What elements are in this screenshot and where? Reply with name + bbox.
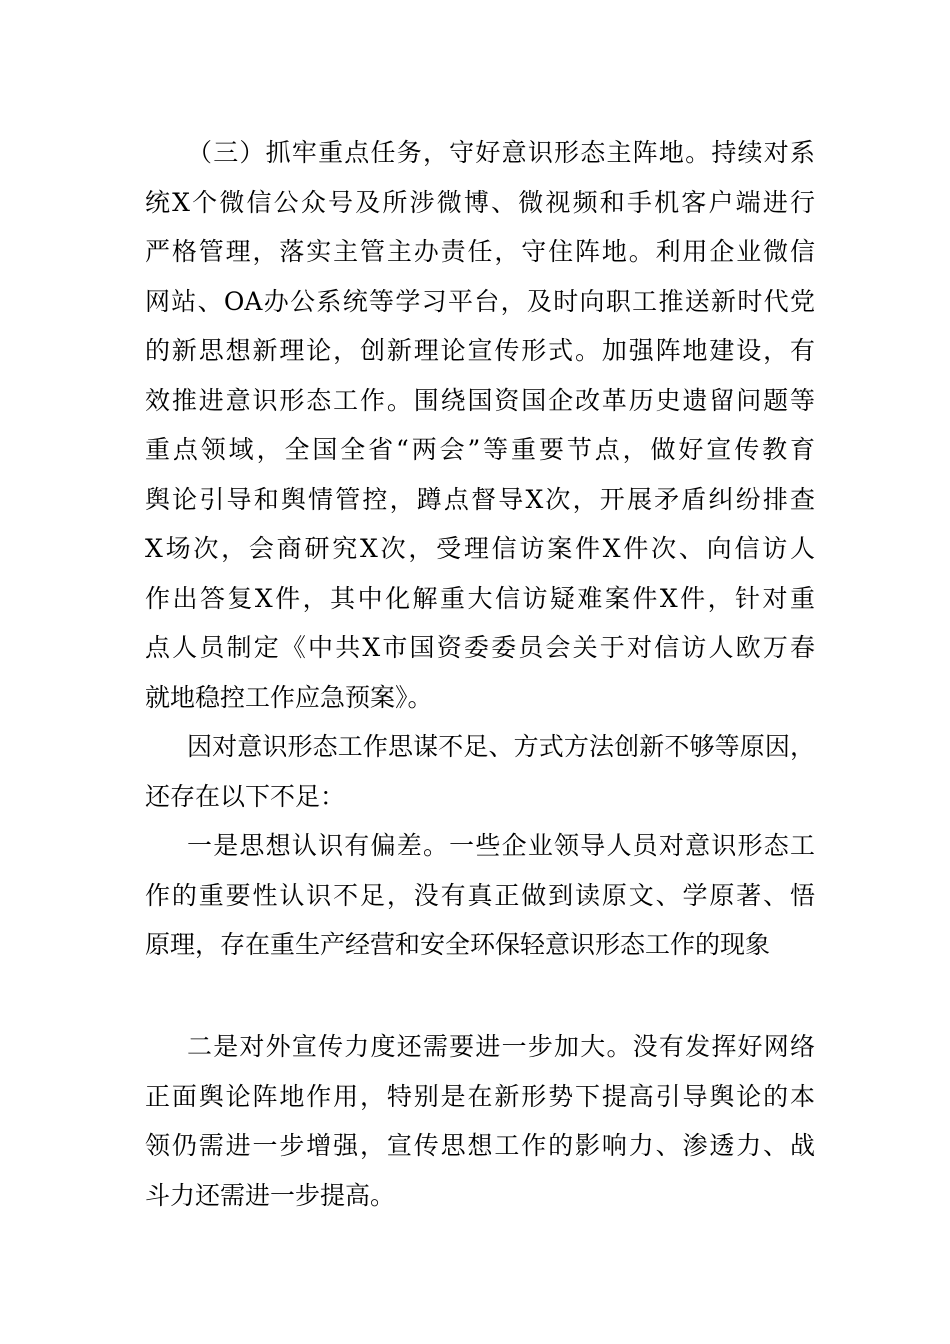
paragraph-line: 效推进意识形态工作。围绕国资国企改革历史遗留问题等 — [145, 385, 815, 415]
paragraph-line: 原理，存在重生产经营和安全环保轻意识形态工作的现象 — [145, 930, 771, 959]
paragraph-line: X场次，会商研究X次，受理信访案件X件次、向信访人 — [145, 534, 815, 563]
paragraph-ideological-awareness — [145, 821, 815, 970]
paragraph-line: 统X个微信公众号及所涉微博、微视频和手机客户端进行 — [145, 187, 815, 217]
paragraph-line: 重点领域，全国全省“两会”等重要节点，做好宣传教育 — [145, 435, 815, 464]
paragraph-line: 还存在以下不足： — [145, 781, 346, 811]
paragraph-line: 因对意识形态工作思谋不足、方式方法创新不够等原因， — [187, 732, 815, 761]
paragraph-line: 二是对外宣传力度还需要进一步加大。没有发挥好网络 — [187, 1032, 815, 1061]
paragraph-line: 领仍需进一步增强，宣传思想工作的影响力、渗透力、战 — [145, 1131, 815, 1160]
paragraph-line: 严格管理，落实主管主办责任，守住阵地。利用企业微信 — [145, 237, 815, 266]
paragraph-key-tasks — [145, 128, 815, 722]
paragraph-line: 作出答复X件，其中化解重大信访疑难案件X件，针对重 — [145, 583, 815, 613]
paragraph-external-publicity — [145, 1022, 815, 1220]
paragraph-line: 网站、OA办公系统等学习平台，及时向职工推送新时代党 — [145, 286, 815, 316]
paragraph-line: 正面舆论阵地作用，特别是在新形势下提高引导舆论的本 — [145, 1081, 815, 1111]
paragraph-line: 一是思想认识有偏差。一些企业领导人员对意识形态工 — [187, 831, 815, 860]
paragraph-line: 点人员制定《中共X市国资委委员会关于对信访人欧万春 — [145, 633, 815, 662]
paragraph-line: 的新思想新理论，创新理论宣传形式。加强阵地建设，有 — [145, 336, 815, 365]
paragraph-line: 舆论引导和舆情管控，蹲点督导X次，开展矛盾纠纷排查 — [145, 484, 815, 514]
paragraph-shortcomings-intro — [145, 722, 815, 821]
paragraph-line: （三）抓牢重点任务，守好意识形态主阵地。持续对系 — [187, 138, 815, 167]
paragraph-line: 斗力还需进一步提高。 — [145, 1180, 396, 1210]
paragraph-line: 就地稳控工作应急预案》。 — [145, 682, 433, 712]
paragraph-line: 作的重要性认识不足，没有真正做到读原文、学原著、悟 — [145, 880, 815, 910]
